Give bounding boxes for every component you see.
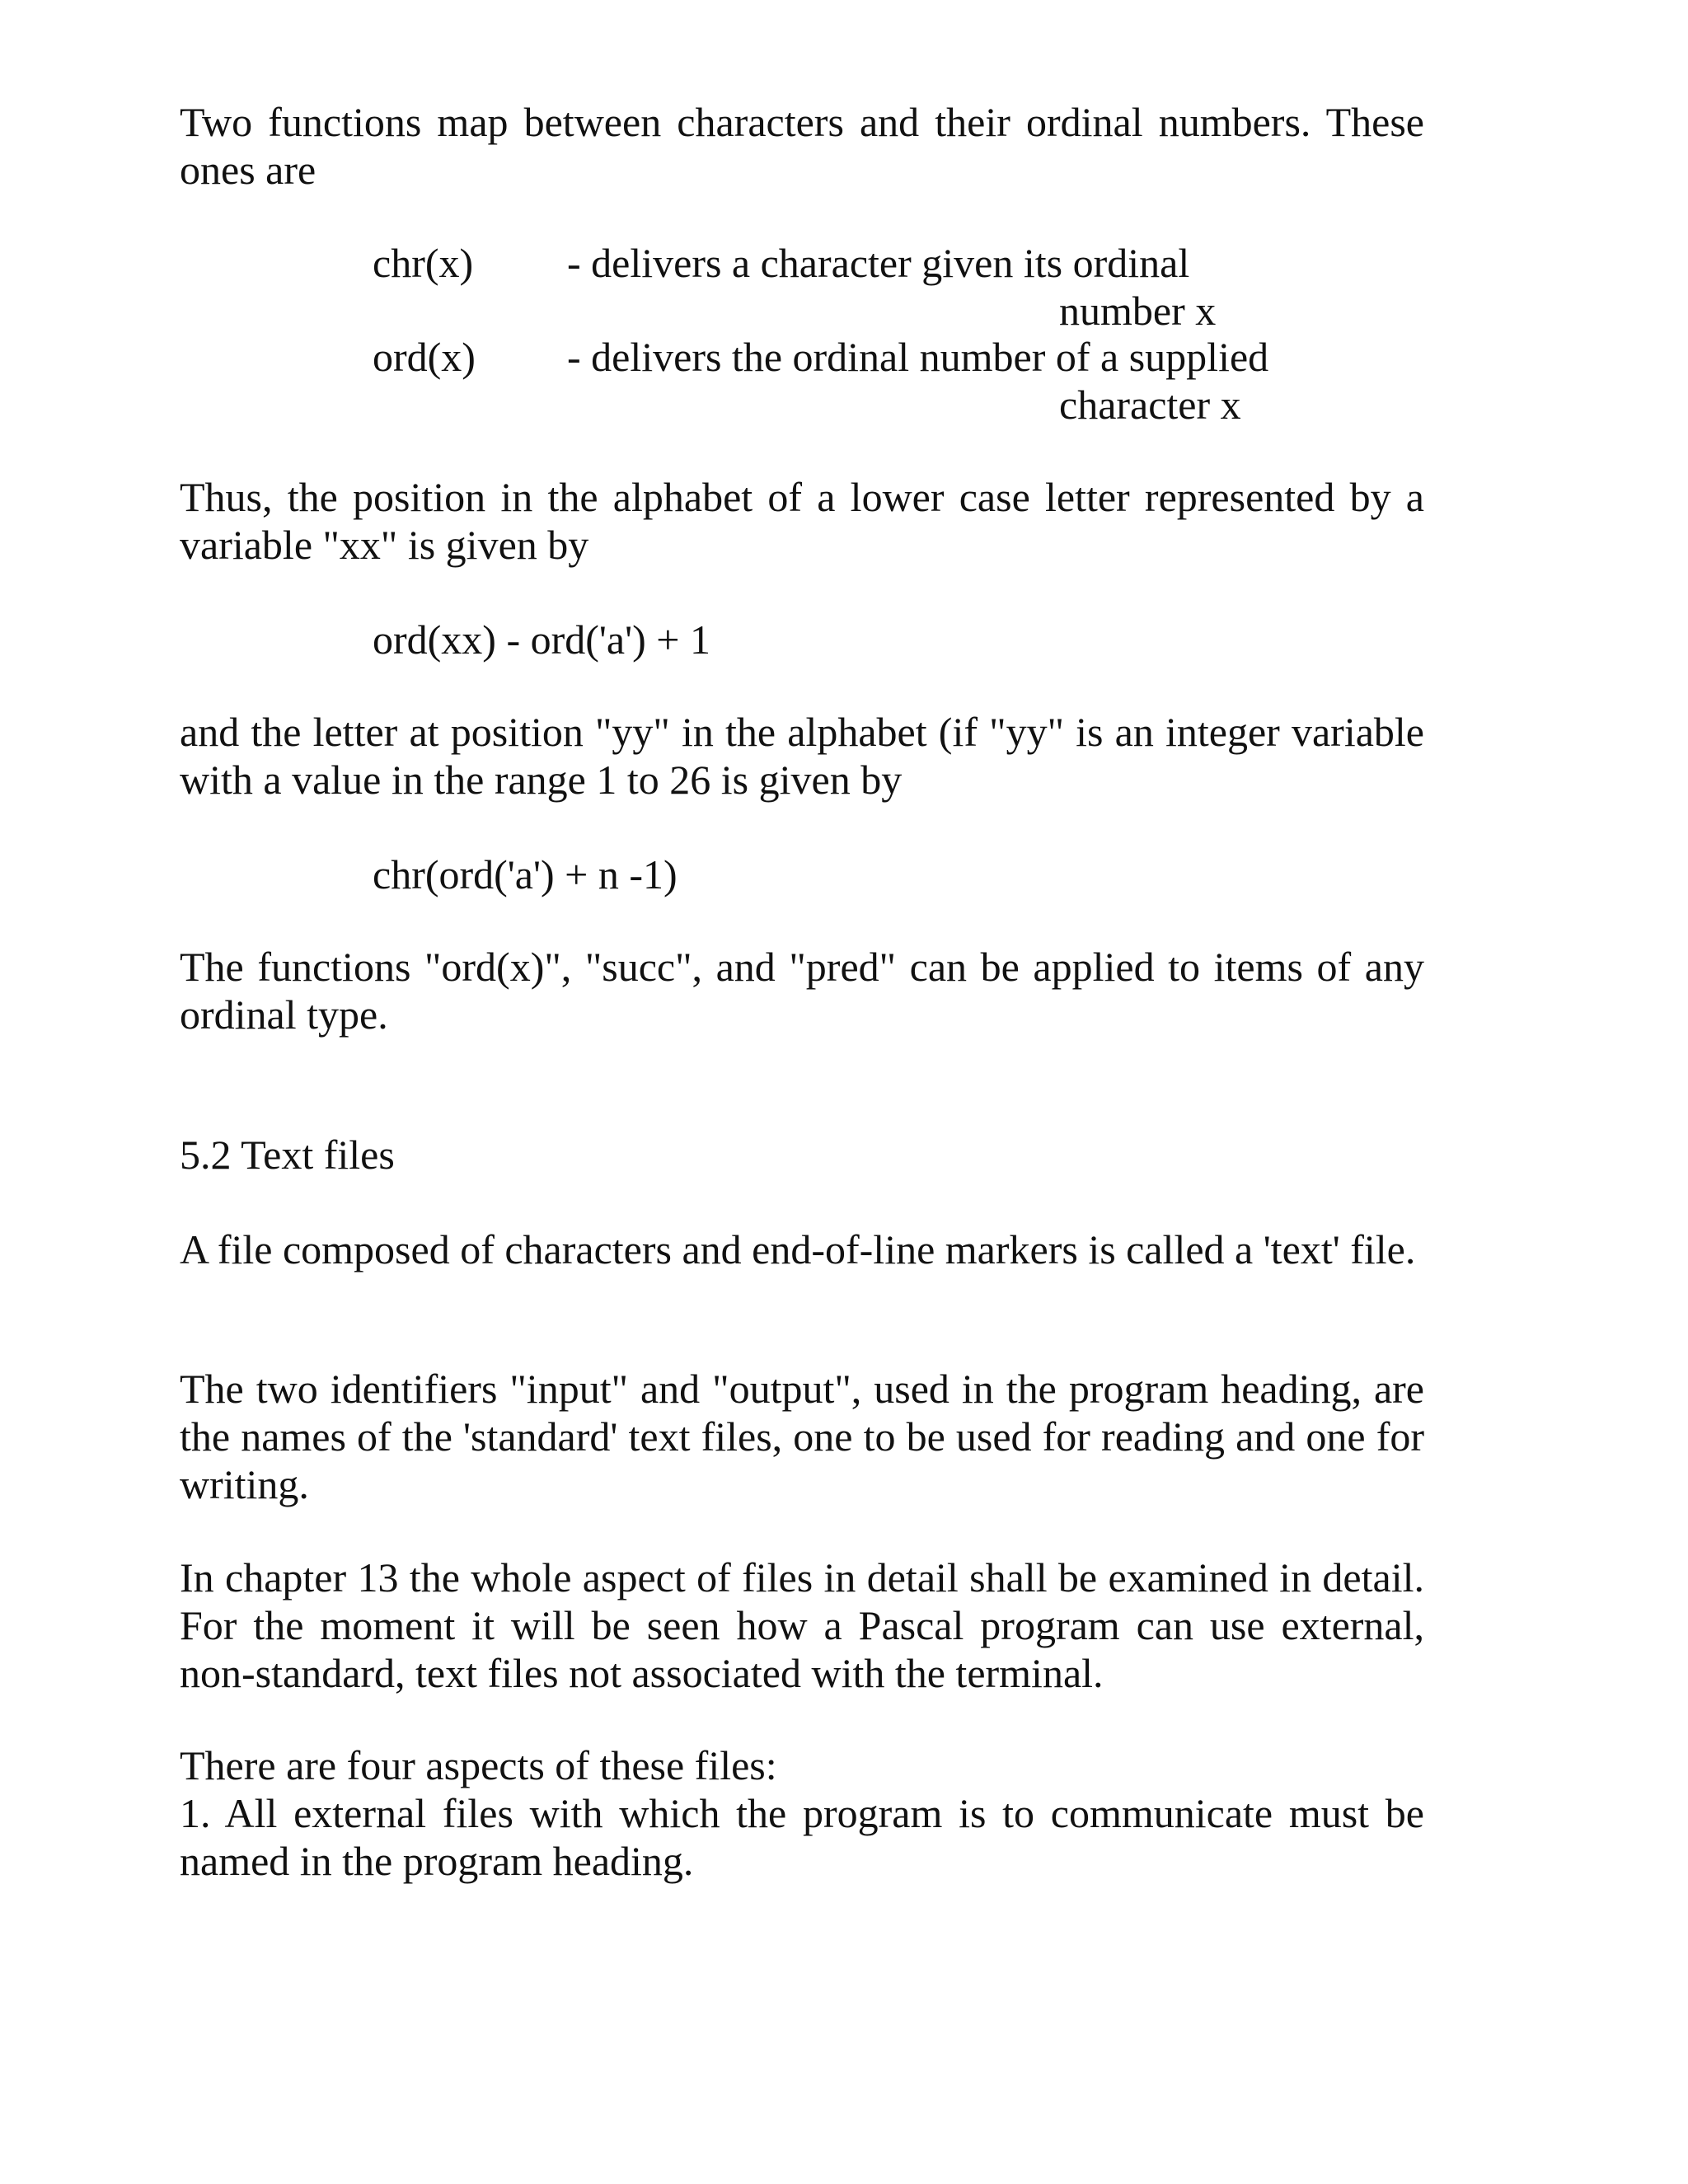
function-desc-ord-cont: character x xyxy=(1059,382,1241,428)
paragraph-chapter: In chapter 13 the whole aspect of files in detail shall be examined in detail. For the moment it will be seen how a Pascal program can use external, non-standard, text files not associated with the terminal. xyxy=(180,1554,1424,1696)
section-heading: 5.2 Text files xyxy=(180,1132,395,1178)
formula-letter: chr(ord('a') + n -1) xyxy=(373,851,678,898)
formula-position: ord(xx) - ord('a') + 1 xyxy=(373,616,710,663)
paragraph-aspects-intro: There are four aspects of these files: xyxy=(180,1742,777,1788)
function-desc-chr-cont: number x xyxy=(1059,288,1217,334)
function-desc-chr: - delivers a character given its ordinal xyxy=(567,240,1190,286)
function-name-ord: ord(x) xyxy=(373,334,476,380)
function-name-chr: chr(x) xyxy=(373,240,474,286)
paragraph-aspect-1: 1. All external files with which the program is to communicate must be named in the program heading. xyxy=(180,1790,1424,1884)
paragraph-textfile: A file composed of characters and end-of-line markers is called a 'text' file. xyxy=(180,1226,1416,1272)
paragraph-thus: Thus, the position in the alphabet of a lower case letter represented by a variable "xx" is given by xyxy=(180,474,1424,568)
paragraph-letter: and the letter at position "yy" in the alphabet (if "yy" is an integer variable with a value in the range 1 to 26 is given by xyxy=(180,709,1424,803)
paragraph-identifiers: The two identifiers "input" and "output", used in the program heading, are the names of the 'standard' text files, one to be used for reading and one for writing. xyxy=(180,1366,1424,1507)
paragraph-functions: The functions "ord(x)", "succ", and "pred" can be applied to items of any ordinal type. xyxy=(180,944,1424,1038)
function-desc-ord: - delivers the ordinal number of a supplied xyxy=(567,334,1269,380)
paragraph-intro: Two functions map between characters and their ordinal numbers. These ones are xyxy=(180,99,1424,193)
